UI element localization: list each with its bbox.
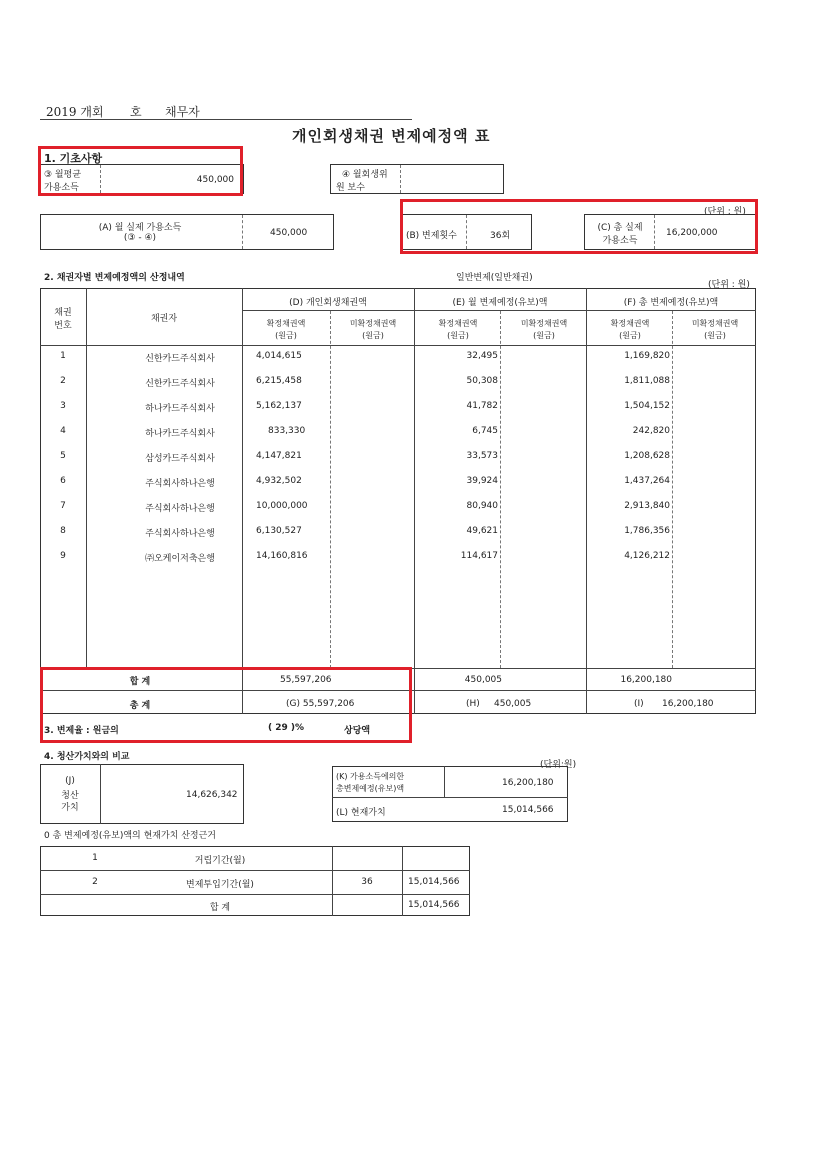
pv-row-line-1 xyxy=(40,870,470,871)
pv-row-no: 1 xyxy=(92,853,98,863)
f-confirmed-2: (원금) xyxy=(619,331,641,340)
section4-title: 4. 청산가치와의 비교 xyxy=(44,752,130,762)
pv-row-value: 15,014,566 xyxy=(408,877,460,887)
ho-label: 호 xyxy=(130,105,142,119)
pv-row-months: 36 xyxy=(361,877,373,887)
row-no: 1 xyxy=(60,351,66,361)
pv-row-label: 거립기간(월) xyxy=(194,856,246,866)
row-no: 3 xyxy=(60,401,66,411)
row-no: 4 xyxy=(60,426,66,436)
col-line-d xyxy=(414,288,415,714)
row-d: 4,147,821 xyxy=(256,451,302,461)
l-value: 15,014,566 xyxy=(502,805,554,815)
section3-title: 3. 변제율 : 원금의 xyxy=(44,726,119,736)
section5-title: 0 총 변제예정(유보)액의 현재가치 산정근거 xyxy=(44,831,216,841)
e-unconfirmed-1: 미확정채권액 xyxy=(520,319,568,328)
row-d: 4,932,502 xyxy=(256,476,302,486)
section2-mode: 일반변제(일반채권) xyxy=(456,273,533,283)
row-f: 242,820 xyxy=(632,426,670,436)
row-e: 6,745 xyxy=(472,426,498,436)
d-confirmed-2: (원금) xyxy=(275,331,297,340)
row-d: 4,014,615 xyxy=(256,351,302,361)
debtor-label: 채무자 xyxy=(165,105,200,119)
liquidation-label-1: (J) xyxy=(65,776,75,786)
col-line-no xyxy=(86,288,87,668)
table-header-mid xyxy=(242,310,756,311)
row-no: 5 xyxy=(60,451,66,461)
section3-suffix: 상당액 xyxy=(344,726,371,736)
row-creditor: 주식회사하나은행 xyxy=(145,529,215,539)
d-unconfirmed-2: (원금) xyxy=(362,331,384,340)
pv-total-label: 합 계 xyxy=(209,903,231,913)
col-line-f-sub xyxy=(672,311,673,668)
k-value: 16,200,180 xyxy=(502,778,554,788)
monthly-avg-value: 450,000 xyxy=(196,175,234,185)
pv-col-line-2 xyxy=(402,846,403,916)
row-f: 1,437,264 xyxy=(624,476,670,486)
subtotal-label: 합 계 xyxy=(129,677,151,687)
liquidation-value: 14,626,342 xyxy=(186,790,238,800)
monthly-avg-label-2: 가용소득 xyxy=(44,183,79,193)
row-e: 33,573 xyxy=(466,451,498,461)
row-e: 114,617 xyxy=(460,551,498,561)
row-creditor: 하나카드주식회사 xyxy=(145,429,215,439)
col-header-e: (E) 월 변제예정(유보)액 xyxy=(452,298,548,308)
summary-a-label-2: (③ - ④) xyxy=(123,233,157,243)
row-d: 6,130,527 xyxy=(256,526,302,536)
pv-row-label: 변제투입기간(월) xyxy=(186,880,254,890)
trustee-fee-label-2: 원 보수 xyxy=(336,183,365,193)
row-e: 39,924 xyxy=(466,476,498,486)
total-i-label: (I) xyxy=(634,699,644,709)
row-f: 1,811,088 xyxy=(624,376,670,386)
section3-rate: ( 29 )% xyxy=(268,723,305,733)
comparison-divider xyxy=(444,766,445,797)
col-header-creditor: 채권자 xyxy=(150,314,178,324)
f-confirmed-1: 확정채권액 xyxy=(610,319,650,328)
row-f: 2,913,840 xyxy=(624,501,670,511)
section4-unit: (단위:원) xyxy=(540,760,577,770)
row-creditor: ㈜오케이저축은행 xyxy=(145,554,215,564)
col-line-e-sub xyxy=(500,311,501,668)
e-unconfirmed-2: (원금) xyxy=(533,331,555,340)
row-creditor: 삼성카드주식회사 xyxy=(145,454,215,464)
row-e: 49,621 xyxy=(466,526,498,536)
row-e: 32,495 xyxy=(466,351,498,361)
d-unconfirmed-1: 미확정채권액 xyxy=(349,319,397,328)
liquidation-label-2: 청산 xyxy=(61,791,79,801)
subtotal-f: 16,200,180 xyxy=(620,675,672,685)
monthly-avg-label-1: ③ 월평균 xyxy=(44,170,82,180)
row-creditor: 주식회사하나은행 xyxy=(145,504,215,514)
trustee-fee-label-1: ④ 월회생위 xyxy=(342,170,388,180)
row-f: 1,169,820 xyxy=(624,351,670,361)
row-no: 9 xyxy=(60,551,66,561)
year-line: 2019 개회 xyxy=(46,105,104,119)
table-header-bottom xyxy=(40,345,756,346)
l-label: (L) 현재가치 xyxy=(336,808,386,818)
row-creditor: 주식회사하나은행 xyxy=(145,479,215,489)
page-title: 개인회생채권 변제예정액 표 xyxy=(292,127,491,145)
row-f: 1,504,152 xyxy=(624,401,670,411)
summary-a-divider xyxy=(242,215,243,249)
row-f: 4,126,212 xyxy=(624,551,670,561)
row-f: 1,786,356 xyxy=(624,526,670,536)
row-creditor: 하나카드주식회사 xyxy=(145,404,215,414)
pv-total-value: 15,014,566 xyxy=(408,900,460,910)
section2-title: 2. 채권자별 변제예정액의 산정내역 xyxy=(44,273,185,283)
total-label: 총 계 xyxy=(129,701,151,711)
section1-unit: (단위 : 원) xyxy=(704,207,746,217)
row-no: 2 xyxy=(60,376,66,386)
col-line-d-sub xyxy=(330,311,331,668)
summary-a-label-1: (A) 월 실제 가용소득 xyxy=(98,223,182,233)
row-no: 6 xyxy=(60,476,66,486)
summary-b-label: (B) 변제횟수 xyxy=(406,231,457,241)
comparison-mid xyxy=(332,797,568,798)
row-e: 80,940 xyxy=(466,501,498,511)
row-d: 833,330 xyxy=(268,426,306,436)
row-creditor: 신한카드주식회사 xyxy=(145,354,215,364)
e-confirmed-2: (원금) xyxy=(447,331,469,340)
summary-a-value: 450,000 xyxy=(270,228,308,238)
row-d: 6,215,458 xyxy=(256,376,302,386)
row-creditor: 신한카드주식회사 xyxy=(145,379,215,389)
total-h: 450,005 xyxy=(494,699,532,709)
subtotal-d: 55,597,206 xyxy=(280,675,332,685)
summary-c-label-2: 가용소득 xyxy=(602,236,638,246)
col-line-e xyxy=(586,288,587,714)
row-d: 5,162,137 xyxy=(256,401,302,411)
header-underline xyxy=(40,119,412,120)
subtotal-e: 450,005 xyxy=(464,675,502,685)
row-f: 1,208,628 xyxy=(624,451,670,461)
liquidation-divider xyxy=(100,764,101,824)
highlight-totals xyxy=(40,667,412,743)
col-header-no-1: 채권 xyxy=(54,308,72,318)
section2-unit: (단위 : 원) xyxy=(708,280,750,290)
pv-col-line-1 xyxy=(332,846,333,916)
col-header-d: (D) 개인회생채권액 xyxy=(289,298,367,308)
col-header-f: (F) 총 변제예정(유보)액 xyxy=(623,298,719,308)
e-confirmed-1: 확정채권액 xyxy=(438,319,478,328)
total-i: 16,200,180 xyxy=(662,699,714,709)
section1-title: 1. 기초사항 xyxy=(44,152,103,165)
summary-c-label-1: (C) 총 실제 xyxy=(597,223,643,233)
row-e: 41,782 xyxy=(466,401,498,411)
summary-b-value: 36회 xyxy=(490,231,511,241)
col-header-no-2: 번호 xyxy=(54,321,72,331)
pv-row-no: 2 xyxy=(92,877,98,887)
row-e: 50,308 xyxy=(466,376,498,386)
liquidation-label-3: 가치 xyxy=(61,803,79,813)
k-label-2: 총변제예정(유보)액 xyxy=(336,784,405,793)
f-unconfirmed-2: (원금) xyxy=(704,331,726,340)
f-unconfirmed-1: 미확정채권액 xyxy=(691,319,739,328)
highlight-basic-info xyxy=(38,146,243,196)
trustee-fee-divider xyxy=(400,165,401,193)
summary-c-value: 16,200,000 xyxy=(666,228,718,238)
row-no: 7 xyxy=(60,501,66,511)
row-no: 8 xyxy=(60,526,66,536)
row-d: 14,160,816 xyxy=(256,551,308,561)
pv-row-line-2 xyxy=(40,894,470,895)
total-h-label: (H) xyxy=(466,699,480,709)
row-d: 10,000,000 xyxy=(256,501,308,511)
k-label-1: (K) 가용소득에의한 xyxy=(336,772,405,781)
d-confirmed-1: 확정채권액 xyxy=(266,319,306,328)
total-g: (G) 55,597,206 xyxy=(286,699,355,709)
highlight-payment-summary xyxy=(400,199,758,254)
